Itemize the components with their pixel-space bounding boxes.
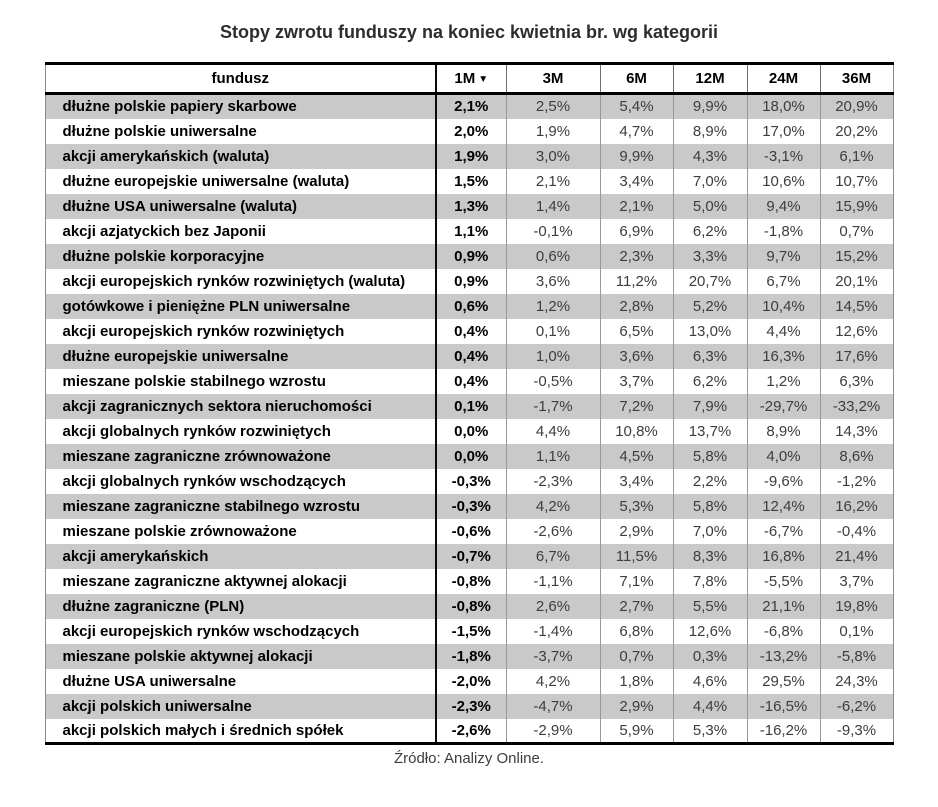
return-cell: 5,5% <box>673 594 747 619</box>
fund-category-cell: mieszane polskie zrównoważone <box>62 522 297 540</box>
return-cell: -16,5% <box>747 694 820 719</box>
return-cell: 0,6% <box>506 244 600 269</box>
column-header-1m[interactable] <box>436 64 506 94</box>
table-row <box>45 244 893 269</box>
table-row <box>45 644 893 669</box>
fund-category-cell: akcji amerykańskich (waluta) <box>62 147 270 165</box>
fund-category-cell: akcji polskich uniwersalne <box>62 697 252 715</box>
return-cell: 14,3% <box>820 419 893 444</box>
return-cell: 3,7% <box>600 369 673 394</box>
fund-category-cell: mieszane zagraniczne aktywnej alokacji <box>62 572 347 590</box>
return-1m-cell: 1,9% <box>436 144 506 169</box>
return-cell: -6,2% <box>820 694 893 719</box>
return-cell: -5,5% <box>747 569 820 594</box>
return-cell: 6,7% <box>506 544 600 569</box>
return-cell: -13,2% <box>747 644 820 669</box>
return-1m-cell: 0,9% <box>436 269 506 294</box>
column-header-fundusz[interactable]: fundusz <box>45 64 436 94</box>
return-cell: 6,2% <box>673 219 747 244</box>
return-cell: 8,9% <box>673 119 747 144</box>
return-cell: 16,2% <box>820 494 893 519</box>
return-cell: 3,6% <box>600 344 673 369</box>
table-row <box>45 144 893 169</box>
table-body <box>45 94 893 744</box>
return-cell: 2,1% <box>600 194 673 219</box>
table-row <box>45 119 893 144</box>
return-cell: 3,6% <box>506 269 600 294</box>
return-cell: 3,4% <box>600 469 673 494</box>
fund-category-cell: mieszane zagraniczne stabilnego wzrostu <box>62 497 361 515</box>
return-cell: 1,2% <box>506 294 600 319</box>
return-cell: 2,8% <box>600 294 673 319</box>
table-row <box>45 694 893 719</box>
chart-title: Stopy zwrotu funduszy na koniec kwietnia br. wg kategorii <box>219 22 719 42</box>
return-cell: 0,7% <box>600 644 673 669</box>
fund-category-cell: akcji azjatyckich bez Japonii <box>62 222 266 240</box>
table-row <box>45 519 893 544</box>
fund-category-cell: akcji polskich małych i średnich spółek <box>62 721 344 739</box>
return-cell: 1,4% <box>506 194 600 219</box>
fund-category-cell: akcji europejskich rynków wschodzących <box>62 622 360 640</box>
return-cell: 12,4% <box>747 494 820 519</box>
column-header-24m[interactable]: 24M <box>747 64 820 94</box>
return-cell: 10,8% <box>600 419 673 444</box>
return-cell: 0,3% <box>673 644 747 669</box>
return-cell: 17,0% <box>747 119 820 144</box>
return-cell: 5,0% <box>673 194 747 219</box>
fund-category-cell: dłużne polskie uniwersalne <box>62 122 257 140</box>
return-cell: 4,2% <box>506 494 600 519</box>
fund-category-cell: gotówkowe i pieniężne PLN uniwersalne <box>62 297 351 315</box>
return-cell: 7,9% <box>673 394 747 419</box>
fund-category-cell: akcji globalnych rynków rozwiniętych <box>62 422 331 440</box>
fund-category-cell: akcji amerykańskich <box>62 547 209 565</box>
return-cell: 18,0% <box>747 94 820 119</box>
return-cell: 1,0% <box>506 344 600 369</box>
return-1m-cell: 0,9% <box>436 244 506 269</box>
return-cell: 21,1% <box>747 594 820 619</box>
source-note: Źródło: Analizy Online. <box>393 750 545 767</box>
return-cell: 7,0% <box>673 519 747 544</box>
return-cell: 4,7% <box>600 119 673 144</box>
return-cell: -9,3% <box>820 719 893 744</box>
fund-category-cell: mieszane polskie aktywnej alokacji <box>62 647 313 665</box>
return-cell: 2,9% <box>600 694 673 719</box>
return-cell: -3,7% <box>506 644 600 669</box>
return-cell: 3,7% <box>820 569 893 594</box>
return-1m-cell: -0,7% <box>436 544 506 569</box>
return-cell: 12,6% <box>820 319 893 344</box>
return-cell: 1,2% <box>747 369 820 394</box>
fund-category-cell: akcji globalnych rynków wschodzących <box>62 472 346 490</box>
table-row <box>45 269 893 294</box>
return-cell: -1,8% <box>747 219 820 244</box>
return-cell: 24,3% <box>820 669 893 694</box>
table-row <box>45 444 893 469</box>
return-cell: 11,5% <box>600 544 673 569</box>
table-row <box>45 469 893 494</box>
return-cell: 20,9% <box>820 94 893 119</box>
return-cell: -1,7% <box>506 394 600 419</box>
return-cell: 4,4% <box>673 694 747 719</box>
column-header-6m[interactable]: 6M <box>600 64 673 94</box>
fund-category-cell: akcji europejskich rynków rozwiniętych (waluta) <box>62 272 406 290</box>
return-cell: 1,9% <box>506 119 600 144</box>
return-cell: 1,1% <box>506 444 600 469</box>
table-row <box>45 544 893 569</box>
return-cell: 17,6% <box>820 344 893 369</box>
return-cell: 2,5% <box>506 94 600 119</box>
return-cell: -9,6% <box>747 469 820 494</box>
return-cell: 5,2% <box>673 294 747 319</box>
return-cell: 6,9% <box>600 219 673 244</box>
return-1m-cell: 1,1% <box>436 219 506 244</box>
return-cell: 6,5% <box>600 319 673 344</box>
return-1m-cell: -0,8% <box>436 594 506 619</box>
return-cell: 7,1% <box>600 569 673 594</box>
return-cell: 13,0% <box>673 319 747 344</box>
return-1m-cell: 0,4% <box>436 344 506 369</box>
fund-category-cell: dłużne europejskie uniwersalne (waluta) <box>62 172 350 190</box>
return-cell: 7,2% <box>600 394 673 419</box>
return-cell: 2,3% <box>600 244 673 269</box>
return-cell: 10,6% <box>747 169 820 194</box>
return-cell: 16,8% <box>747 544 820 569</box>
return-cell: 0,7% <box>820 219 893 244</box>
return-cell: 19,8% <box>820 594 893 619</box>
return-1m-cell: 2,1% <box>436 94 506 119</box>
return-cell: 6,8% <box>600 619 673 644</box>
return-cell: 2,7% <box>600 594 673 619</box>
return-1m-cell: -1,8% <box>436 644 506 669</box>
table-row <box>45 169 893 194</box>
table-row <box>45 194 893 219</box>
return-cell: -2,9% <box>506 719 600 744</box>
return-cell: -0,5% <box>506 369 600 394</box>
return-cell: 5,3% <box>600 494 673 519</box>
fund-returns-table <box>45 62 894 745</box>
fund-category-cell: akcji zagranicznych sektora nieruchomości <box>62 397 372 415</box>
return-cell: -29,7% <box>747 394 820 419</box>
return-cell: 2,1% <box>506 169 600 194</box>
return-cell: 2,6% <box>506 594 600 619</box>
return-cell: -16,2% <box>747 719 820 744</box>
return-cell: 10,4% <box>747 294 820 319</box>
column-header-36m[interactable]: 36M <box>820 64 893 94</box>
table-row <box>45 494 893 519</box>
return-cell: 5,4% <box>600 94 673 119</box>
return-cell: -2,3% <box>506 469 600 494</box>
column-header-3m[interactable]: 3M <box>506 64 600 94</box>
return-1m-cell: -0,8% <box>436 569 506 594</box>
return-cell: -1,4% <box>506 619 600 644</box>
return-cell: -5,8% <box>820 644 893 669</box>
return-cell: -6,8% <box>747 619 820 644</box>
return-cell: -1,2% <box>820 469 893 494</box>
return-cell: 6,3% <box>820 369 893 394</box>
table-row <box>45 344 893 369</box>
fund-category-cell: mieszane polskie stabilnego wzrostu <box>62 372 326 390</box>
return-cell: 9,9% <box>673 94 747 119</box>
table-row <box>45 369 893 394</box>
fund-category-cell: dłużne USA uniwersalne (waluta) <box>62 197 297 215</box>
return-1m-cell: -1,5% <box>436 619 506 644</box>
return-cell: 7,8% <box>673 569 747 594</box>
return-cell: 9,4% <box>747 194 820 219</box>
fund-category-cell: dłużne USA uniwersalne <box>62 672 237 690</box>
return-cell: 20,1% <box>820 269 893 294</box>
column-header-12m[interactable]: 12M <box>673 64 747 94</box>
fund-category-cell: dłużne polskie korporacyjne <box>62 247 265 265</box>
table-row <box>45 294 893 319</box>
return-cell: 2,2% <box>673 469 747 494</box>
return-cell: 16,3% <box>747 344 820 369</box>
return-cell: 0,1% <box>506 319 600 344</box>
return-cell: -1,1% <box>506 569 600 594</box>
return-1m-cell: 0,0% <box>436 444 506 469</box>
return-cell: 5,8% <box>673 444 747 469</box>
return-cell: 9,9% <box>600 144 673 169</box>
return-1m-cell: 0,4% <box>436 369 506 394</box>
table-row <box>45 594 893 619</box>
table-row <box>45 669 893 694</box>
return-cell: -4,7% <box>506 694 600 719</box>
sort-desc-icon: ▼ <box>478 74 489 85</box>
table-row <box>45 394 893 419</box>
table-row <box>45 619 893 644</box>
fund-category-cell: mieszane zagraniczne zrównoważone <box>62 447 331 465</box>
return-cell: 7,0% <box>673 169 747 194</box>
return-cell: 5,8% <box>673 494 747 519</box>
return-cell: 4,3% <box>673 144 747 169</box>
return-cell: 4,2% <box>506 669 600 694</box>
return-cell: 15,2% <box>820 244 893 269</box>
return-1m-cell: 0,6% <box>436 294 506 319</box>
return-cell: 4,4% <box>747 319 820 344</box>
return-1m-cell: -2,0% <box>436 669 506 694</box>
return-1m-cell: 1,5% <box>436 169 506 194</box>
return-cell: -3,1% <box>747 144 820 169</box>
fund-category-cell: akcji europejskich rynków rozwiniętych <box>62 322 345 340</box>
return-cell: 4,0% <box>747 444 820 469</box>
return-1m-cell: -2,6% <box>436 719 506 744</box>
fund-category-cell: dłużne zagraniczne (PLN) <box>62 597 245 615</box>
return-1m-cell: -0,6% <box>436 519 506 544</box>
return-1m-cell: 2,0% <box>436 119 506 144</box>
fund-category-cell: dłużne europejskie uniwersalne <box>62 347 289 365</box>
return-cell: -0,1% <box>506 219 600 244</box>
return-1m-cell: 0,1% <box>436 394 506 419</box>
return-cell: 13,7% <box>673 419 747 444</box>
return-cell: 3,3% <box>673 244 747 269</box>
header-row <box>45 64 893 94</box>
return-1m-cell: 0,0% <box>436 419 506 444</box>
table-row <box>45 319 893 344</box>
return-cell: 11,2% <box>600 269 673 294</box>
return-cell: 6,2% <box>673 369 747 394</box>
return-cell: 6,1% <box>820 144 893 169</box>
fund-category-cell: dłużne polskie papiery skarbowe <box>62 98 297 116</box>
return-cell: 20,2% <box>820 119 893 144</box>
table-row <box>45 569 893 594</box>
return-cell: 20,7% <box>673 269 747 294</box>
return-cell: -0,4% <box>820 519 893 544</box>
return-1m-cell: -0,3% <box>436 494 506 519</box>
return-cell: 6,7% <box>747 269 820 294</box>
return-cell: 5,3% <box>673 719 747 744</box>
return-cell: 1,8% <box>600 669 673 694</box>
return-cell: 0,1% <box>820 619 893 644</box>
return-cell: 14,5% <box>820 294 893 319</box>
return-cell: 9,7% <box>747 244 820 269</box>
return-cell: 4,4% <box>506 419 600 444</box>
return-cell: 8,3% <box>673 544 747 569</box>
return-cell: 8,9% <box>747 419 820 444</box>
table-row <box>45 719 893 744</box>
return-1m-cell: -0,3% <box>436 469 506 494</box>
table-row <box>45 94 893 119</box>
return-1m-cell: 0,4% <box>436 319 506 344</box>
return-cell: 21,4% <box>820 544 893 569</box>
return-cell: 6,3% <box>673 344 747 369</box>
return-1m-cell: 1,3% <box>436 194 506 219</box>
return-cell: 3,4% <box>600 169 673 194</box>
return-cell: -2,6% <box>506 519 600 544</box>
table-row <box>45 419 893 444</box>
return-cell: 5,9% <box>600 719 673 744</box>
column-header-1m-label: 1M <box>454 70 476 87</box>
return-cell: 8,6% <box>820 444 893 469</box>
return-1m-cell: -2,3% <box>436 694 506 719</box>
table-row <box>45 219 893 244</box>
return-cell: -33,2% <box>820 394 893 419</box>
return-cell: 4,5% <box>600 444 673 469</box>
return-cell: 15,9% <box>820 194 893 219</box>
return-cell: 10,7% <box>820 169 893 194</box>
return-cell: 29,5% <box>747 669 820 694</box>
return-cell: 4,6% <box>673 669 747 694</box>
return-cell: 3,0% <box>506 144 600 169</box>
return-cell: -6,7% <box>747 519 820 544</box>
table-header <box>45 64 893 94</box>
return-cell: 12,6% <box>673 619 747 644</box>
return-cell: 2,9% <box>600 519 673 544</box>
